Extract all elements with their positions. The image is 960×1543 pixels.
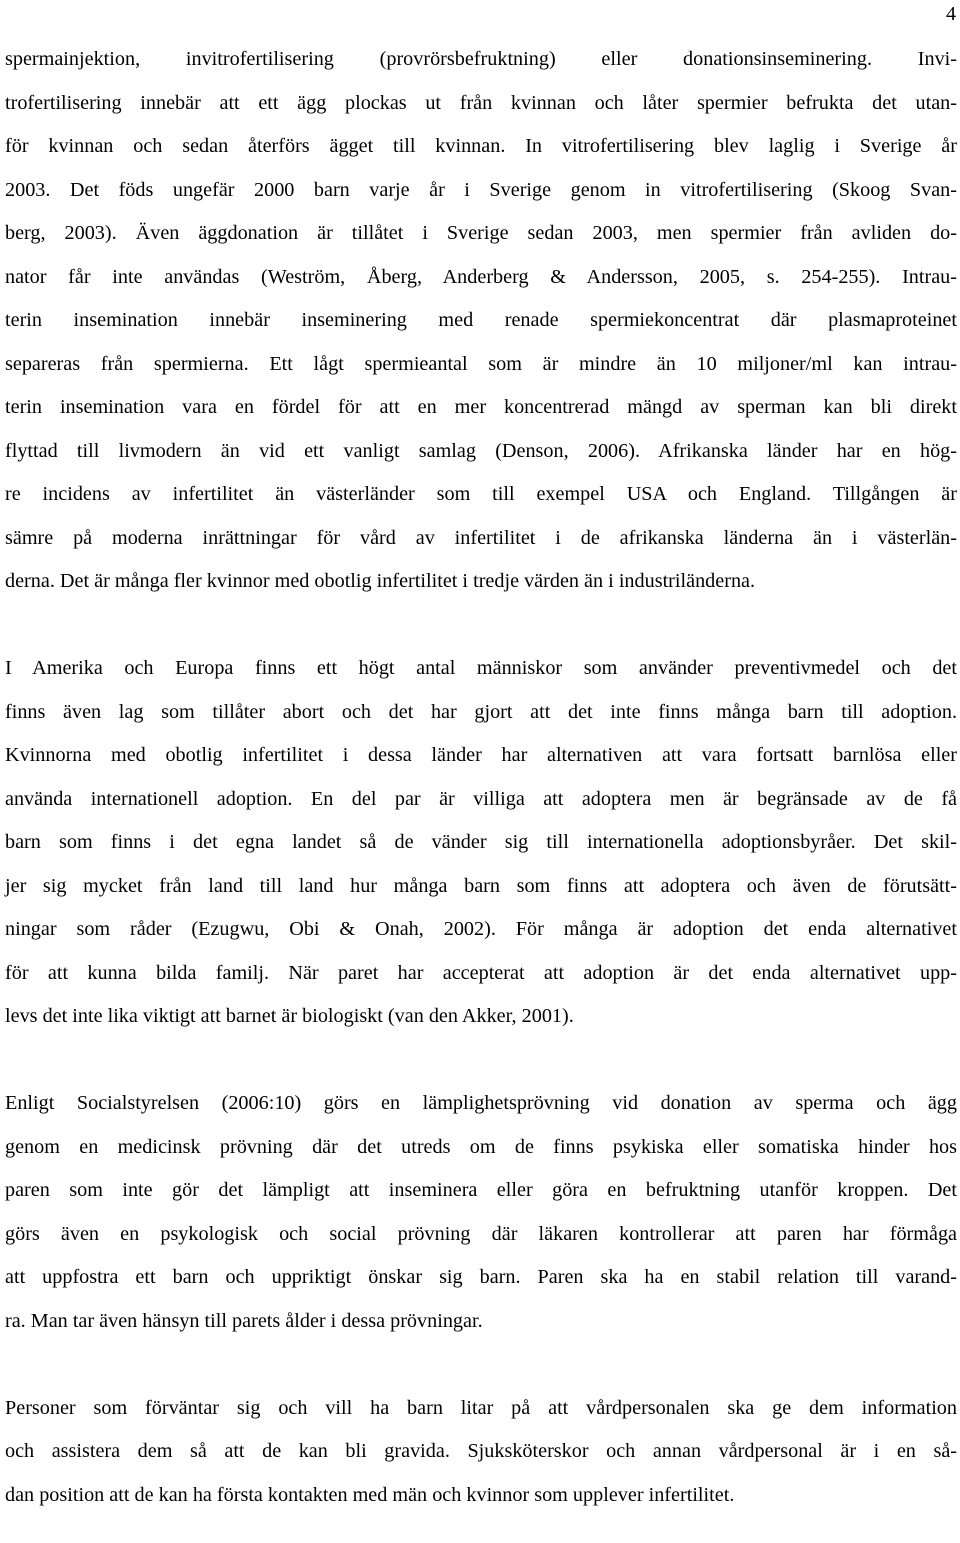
paragraph-care-staff bbox=[5, 1387, 957, 1518]
text-line: I Amerika och Europa finns ett högt antal människor som använder preventivmedel och det bbox=[5, 657, 957, 679]
text-line: och assistera dem så att de kan bli gravida. Sjuksköterskor och annan vårdpersonal är i en så- bbox=[5, 1440, 957, 1462]
text-line: flyttad till livmodern än vid ett vanligt samlag (Denson, 2006). Afrikanska länder har en hög- bbox=[5, 439, 957, 462]
text-line: spermainjektion, invitrofertilisering (provrörsbefruktning) eller donationsinseminering. Invi- bbox=[5, 48, 957, 70]
text-line: att uppfostra ett barn och uppriktigt önskar sig barn. Paren ska ha en stabil relation till varand- bbox=[5, 1266, 957, 1288]
text-line: dan position att de kan ha första kontakten med män och kvinnor som upplever infertilitet. bbox=[5, 1483, 735, 1506]
text-line: barn som finns i det egna landet så de vänder sig till internationella adoptionsbyråer. Det skil- bbox=[5, 831, 957, 853]
text-line: sämre på moderna inrättningar för vård av infertilitet i de afrikanska länderna än i västerlän- bbox=[5, 526, 957, 549]
text-line: finns även lag som tillåter abort och det har gjort att det inte finns många barn till adoption. bbox=[5, 700, 957, 723]
paragraph-suitability-assessment bbox=[5, 1082, 957, 1343]
text-line: genom en medicinsk prövning där det utreds om de finns psykiska eller somatiska hinder hos bbox=[5, 1135, 957, 1158]
text-line: re incidens av infertilitet än västerländer som till exempel USA och England. Tillgången är bbox=[5, 483, 957, 505]
text-line: levs det inte lika viktigt att barnet är biologiskt (van den Akker, 2001). bbox=[5, 1005, 574, 1027]
text-line: nator får inte användas (Weström, Åberg, Anderberg & Andersson, 2005, s. 254-255). Intrau- bbox=[5, 265, 957, 288]
text-line: Kvinnorna med obotlig infertilitet i dessa länder har alternativen att vara fortsatt barnlösa eller bbox=[5, 744, 957, 766]
text-line: derna. Det är många fler kvinnor med obotlig infertilitet i tredje värden än i industriländerna. bbox=[5, 570, 756, 592]
text-line: 2003. Det föds ungefär 2000 barn varje år i Sverige genom in vitrofertilisering (Skoog Svan- bbox=[5, 178, 957, 201]
text-line: terin insemination innebär inseminering med renade spermiekoncentrat där plasmaproteinet bbox=[5, 309, 957, 331]
text-line: ningar som råder (Ezugwu, Obi & Onah, 2002). För många är adoption det enda alternativet bbox=[5, 918, 957, 940]
text-line: Personer som förväntar sig och vill ha barn litar på att vårdpersonalen ska ge dem information bbox=[5, 1396, 957, 1419]
text-line: görs även en psykologisk och social prövning där läkaren kontrollerar att paren har förmåga bbox=[5, 1222, 957, 1245]
text-line: Enligt Socialstyrelsen (2006:10) görs en lämplighetsprövning vid donation av sperma och ägg bbox=[5, 1092, 957, 1114]
text-line: paren som inte gör det lämpligt att inseminera eller göra en befruktning utanför kroppen. Det bbox=[5, 1179, 957, 1201]
text-line: terin insemination vara en fördel för att en mer koncentrerad mängd av sperman kan bli direkt bbox=[5, 396, 957, 418]
text-line: ra. Man tar även hänsyn till parets ålder i dessa prövningar. bbox=[5, 1309, 483, 1332]
text-line: separeras från spermierna. Ett lågt spermieantal som är mindre än 10 miljoner/ml kan intrau- bbox=[5, 352, 957, 375]
text-line: för kvinnan och sedan återförs ägget till kvinnan. In vitrofertilisering blev laglig i Sverige år bbox=[5, 135, 957, 157]
text-line: jer sig mycket från land till land hur många barn som finns att adoptera och även de förutsätt- bbox=[5, 874, 957, 897]
text-line: för att kunna bilda familj. När paret har accepterat att adoption är det enda alternativet upp- bbox=[5, 961, 957, 984]
text-line: berg, 2003). Även äggdonation är tillåtet i Sverige sedan 2003, men spermier från avliden do- bbox=[5, 222, 957, 244]
text-line: använda internationell adoption. En del par är villiga att adoptera men är begränsade av de få bbox=[5, 787, 957, 810]
document-body bbox=[5, 38, 957, 1517]
paragraph-adoption bbox=[5, 647, 957, 1039]
text-line: trofertilisering innebär att ett ägg plockas ut från kvinnan och låter spermier befrukta det utan- bbox=[5, 91, 957, 114]
page-number: 4 bbox=[946, 3, 956, 25]
paragraph-infertility-treatments bbox=[5, 38, 957, 604]
